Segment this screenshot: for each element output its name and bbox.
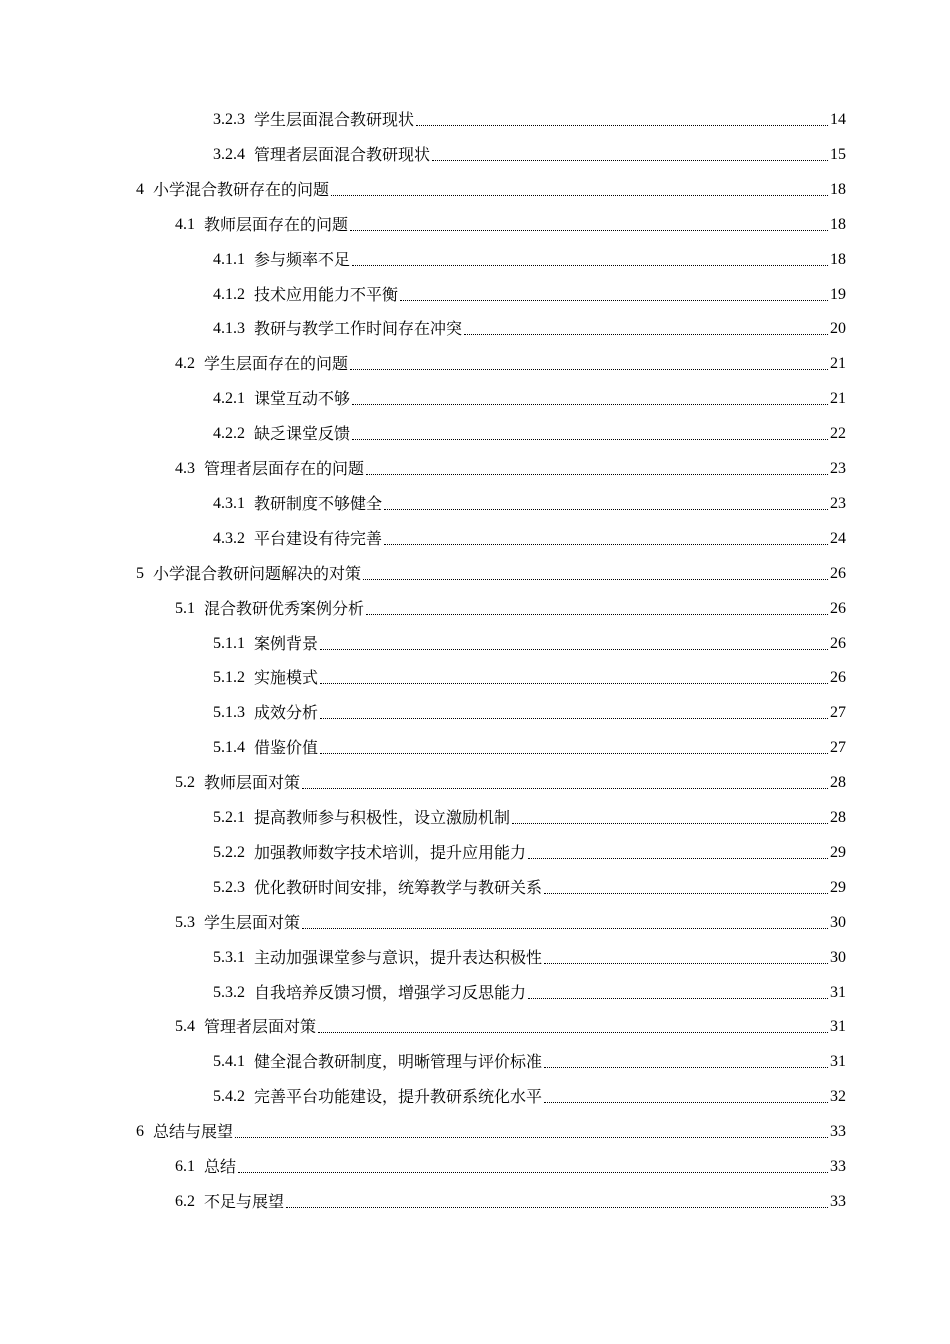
toc-entry[interactable]	[175, 352, 846, 376]
toc-entry-title: 教师层面对策	[204, 773, 301, 793]
toc-entry[interactable]	[175, 1190, 846, 1214]
toc-dot-leader	[320, 649, 828, 650]
toc-dot-leader	[331, 195, 828, 196]
toc-entry[interactable]	[213, 283, 846, 307]
toc-entry[interactable]	[213, 1050, 846, 1074]
toc-dot-leader	[464, 334, 828, 335]
toc-entry-title: 借鉴价值	[254, 738, 319, 758]
toc-entry-page-number: 29	[830, 878, 846, 896]
toc-entry-number: 5.4.1	[213, 1053, 245, 1071]
toc-entry-number: 4.3	[175, 460, 195, 477]
toc-entry[interactable]	[213, 527, 846, 551]
toc-entry-number: 5.4.2	[213, 1088, 245, 1106]
toc-entry-title: 成效分析	[254, 703, 319, 723]
toc-entry-title: 提高教师参与积极性，设立激励机制	[254, 808, 511, 827]
toc-entry-page-number: 21	[830, 355, 846, 373]
toc-entry-title: 实施模式	[254, 668, 319, 688]
toc-entry-number: 4.2	[175, 355, 195, 373]
toc-entry-title: 参与频率不足	[254, 249, 351, 269]
toc-dot-leader	[302, 928, 828, 929]
toc-entry-title: 教师层面存在的问题	[204, 214, 349, 234]
toc-entry-title: 管理者层面对策	[204, 1017, 317, 1037]
toc-entry-number: 4.1.3	[213, 320, 245, 338]
toc-entry-title: 教研制度不够健全	[254, 493, 383, 513]
toc-entry-page-number: 14	[830, 111, 846, 128]
toc-entry-page-number: 33	[830, 1123, 846, 1141]
toc-entry-page-number: 21	[830, 390, 846, 408]
toc-entry[interactable]	[175, 457, 846, 481]
toc-entry-title: 平台建设有待完善	[254, 528, 383, 548]
toc-dot-leader	[350, 369, 828, 370]
toc-entry[interactable]	[213, 806, 846, 830]
toc-dot-leader	[238, 1172, 828, 1173]
toc-entry-page-number: 27	[830, 739, 846, 757]
toc-entry-page-number: 28	[830, 774, 846, 792]
toc-dot-leader	[528, 858, 828, 859]
toc-entry[interactable]	[213, 946, 846, 970]
toc-entry-title: 学生层面混合教研现状	[254, 110, 415, 129]
toc-entry[interactable]	[213, 876, 846, 900]
toc-entry-number: 5.2.3	[213, 878, 245, 896]
toc-entry-number: 3.2.4	[213, 145, 245, 163]
toc-entry-page-number: 32	[830, 1088, 846, 1106]
toc-dot-leader	[432, 160, 828, 161]
toc-dot-leader	[350, 230, 828, 231]
toc-entry-title: 总结	[204, 1157, 237, 1176]
toc-entry[interactable]	[175, 771, 846, 795]
toc-entry[interactable]	[213, 736, 846, 760]
toc-entry-page-number: 30	[830, 948, 846, 966]
toc-entry-title: 自我培养反馈习惯，增强学习反思能力	[254, 982, 527, 1002]
toc-entry-page-number: 26	[830, 599, 846, 617]
toc-entry-number: 5.1.3	[213, 704, 245, 722]
toc-entry-number: 4.1	[175, 215, 195, 233]
toc-entry-page-number: 33	[830, 1192, 846, 1210]
toc-entry-title: 健全混合教研制度，明晰管理与评价标准	[254, 1052, 543, 1072]
toc-entry-number: 5.1.2	[213, 669, 245, 687]
toc-entry-number: 4.3.2	[213, 529, 245, 547]
toc-entry[interactable]	[175, 597, 846, 621]
toc-dot-leader	[352, 265, 828, 266]
toc-dot-leader	[544, 963, 828, 964]
toc-entry-title: 优化教研时间安排，统筹教学与教研关系	[254, 877, 543, 897]
toc-entry-page-number: 26	[830, 634, 846, 652]
toc-entry-title: 技术应用能力不平衡	[254, 284, 399, 304]
toc-entry-number: 5.2	[175, 774, 195, 792]
toc-entry-page-number: 22	[830, 425, 846, 443]
toc-entry-title: 教研与教学工作时间存在冲突	[254, 319, 463, 339]
toc-entry-page-number: 15	[830, 145, 846, 163]
toc-entry-title: 主动加强课堂参与意识，提升表达积极性	[254, 947, 543, 967]
toc-entry[interactable]	[175, 1015, 846, 1039]
toc-entry[interactable]	[213, 317, 846, 341]
toc-entry-title: 加强教师数字技术培训，提升应用能力	[254, 842, 527, 862]
toc-entry[interactable]	[213, 492, 846, 516]
toc-dot-leader	[544, 1067, 828, 1068]
toc-dot-leader	[400, 300, 828, 301]
toc-entry-title: 课堂互动不够	[254, 389, 351, 409]
toc-entry-number: 6.1	[175, 1158, 195, 1175]
toc-entry[interactable]	[213, 701, 846, 725]
toc-entry[interactable]	[175, 213, 846, 237]
toc-entry-page-number: 33	[830, 1158, 846, 1175]
toc-dot-leader	[366, 614, 828, 615]
toc-entry-title: 小学混合教研存在的问题	[153, 179, 330, 199]
toc-entry-title: 缺乏课堂反馈	[254, 424, 351, 444]
toc-entry-page-number: 31	[830, 983, 846, 1001]
toc-dot-leader	[235, 1137, 828, 1138]
toc-entry-page-number: 30	[830, 913, 846, 931]
toc-entry-number: 4.1.1	[213, 250, 245, 268]
toc-entry-number: 4.1.2	[213, 285, 245, 303]
toc-dot-leader	[512, 823, 828, 824]
toc-entry[interactable]	[213, 632, 846, 656]
toc-entry[interactable]	[213, 841, 846, 865]
toc-entry-page-number: 31	[830, 1018, 846, 1036]
toc-entry-number: 6.2	[175, 1192, 195, 1210]
toc-entry-number: 3.2.3	[213, 111, 245, 128]
toc-dot-leader	[384, 509, 828, 510]
toc-entry-page-number: 29	[830, 843, 846, 861]
toc-dot-leader	[544, 893, 828, 894]
toc-entry-number: 5.1.1	[213, 634, 245, 652]
toc-entry[interactable]	[213, 666, 846, 690]
toc-entry-number: 5.4	[175, 1018, 195, 1036]
toc-entry[interactable]	[175, 911, 846, 935]
toc-entry-number: 4.3.1	[213, 494, 245, 512]
toc-entry-number: 4.2.2	[213, 425, 245, 443]
toc-entry[interactable]	[213, 1085, 846, 1109]
toc-entry[interactable]	[213, 248, 846, 272]
toc-entry-number: 6	[136, 1123, 144, 1141]
toc-entry-number: 5.3.1	[213, 948, 245, 966]
toc-entry[interactable]	[213, 981, 846, 1005]
toc-entry-page-number: 26	[830, 669, 846, 687]
toc-entry-title: 混合教研优秀案例分析	[204, 598, 365, 618]
toc-entry-title: 管理者层面存在的问题	[204, 459, 365, 478]
toc-entry-page-number: 20	[830, 320, 846, 338]
toc-entry-page-number: 18	[830, 250, 846, 268]
toc-entry[interactable]	[175, 1155, 846, 1179]
toc-entry-page-number: 19	[830, 285, 846, 303]
toc-dot-leader	[366, 474, 828, 475]
toc-entry-title: 管理者层面混合教研现状	[254, 144, 431, 164]
toc-entry[interactable]	[213, 422, 846, 446]
toc-entry[interactable]	[213, 143, 846, 167]
toc-entry[interactable]	[136, 178, 846, 202]
toc-entry-page-number: 31	[830, 1053, 846, 1071]
toc-entry-page-number: 23	[830, 460, 846, 477]
toc-entry-number: 5.1	[175, 599, 195, 617]
toc-entry[interactable]	[136, 562, 846, 586]
toc-dot-leader	[318, 1032, 828, 1033]
toc-entry-title: 完善平台功能建设，提升教研系统化水平	[254, 1087, 543, 1107]
toc-entry-number: 5.3.2	[213, 983, 245, 1001]
toc-entry-number: 4	[136, 180, 144, 198]
toc-entry-page-number: 18	[830, 215, 846, 233]
toc-entry-page-number: 24	[830, 529, 846, 547]
toc-dot-leader	[544, 1102, 828, 1103]
toc-entry-number: 5.2.1	[213, 809, 245, 826]
toc-dot-leader	[302, 788, 828, 789]
toc-dot-leader	[320, 753, 828, 754]
toc-dot-leader	[286, 1207, 828, 1208]
toc-dot-leader	[320, 683, 828, 684]
toc-dot-leader	[352, 439, 828, 440]
toc-entry-number: 5.2.2	[213, 843, 245, 861]
toc-dot-leader	[320, 718, 828, 719]
toc-entry-title: 总结与展望	[153, 1122, 234, 1142]
toc-entry-number: 5.3	[175, 913, 195, 931]
toc-entry-page-number: 18	[830, 180, 846, 198]
toc-entry-title: 学生层面对策	[204, 912, 301, 932]
toc-entry[interactable]	[136, 1120, 846, 1144]
toc-entry[interactable]	[213, 108, 846, 132]
toc-entry-page-number: 23	[830, 494, 846, 512]
toc-entry[interactable]	[213, 387, 846, 411]
toc-entry-page-number: 26	[830, 564, 846, 582]
toc-entry-number: 4.2.1	[213, 390, 245, 408]
toc-dot-leader	[352, 404, 828, 405]
toc-entry-number: 5	[136, 564, 144, 582]
toc-dot-leader	[416, 125, 828, 126]
toc-entry-title: 学生层面存在的问题	[204, 354, 349, 374]
toc-entry-page-number: 28	[830, 809, 846, 826]
toc-dot-leader	[528, 998, 828, 999]
toc-entry-page-number: 27	[830, 704, 846, 722]
toc-entry-number: 5.1.4	[213, 739, 245, 757]
toc-entry-title: 小学混合教研问题解决的对策	[153, 563, 362, 583]
toc-entry-title: 不足与展望	[204, 1191, 285, 1211]
toc-dot-leader	[384, 544, 828, 545]
toc-entry-title: 案例背景	[254, 633, 319, 653]
toc-dot-leader	[363, 579, 828, 580]
